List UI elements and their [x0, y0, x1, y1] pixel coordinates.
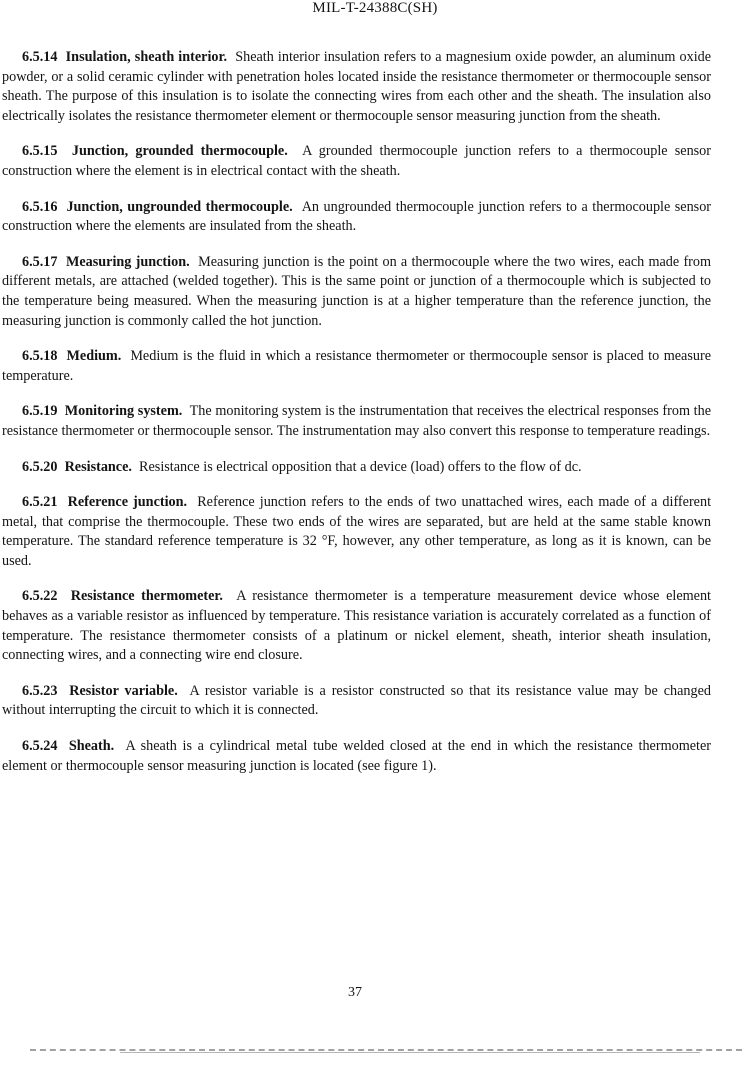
paragraph-6-5-17: [2, 253, 711, 331]
paragraph-6-5-21: [2, 493, 711, 571]
paragraph-number: 6.5.14: [22, 49, 58, 65]
paragraph-number: 6.5.18: [22, 348, 58, 365]
paragraph-6-5-22: [2, 587, 711, 665]
paragraph-term: Resistance thermometer.: [70, 588, 223, 605]
paragraph-term: Medium.: [66, 348, 122, 365]
paragraph-number: 6.5.21: [22, 494, 58, 511]
paragraph-text: A sheath is a cylindrical metal tube welded closed at the end in which the resistance thermometer element or thermocouple sensor measuring junction is located (see figure 1).: [2, 738, 712, 774]
paragraph-6-5-18: [2, 347, 711, 386]
paragraph-number: 6.5.23: [22, 682, 58, 699]
paragraph-number: 6.5.24: [22, 738, 58, 755]
scan-artifact-rule-secondary: [120, 1052, 700, 1053]
paragraph-text: Resistance is electrical opposition that a device (load) offers to the flow of dc.: [139, 458, 582, 475]
paragraph-text: A grounded thermocouple junction refers to a thermocouple sensor construction where the element is in electrical contact with the sheath.: [2, 143, 712, 179]
paragraph-term: Reference junction.: [67, 494, 188, 511]
document-body: [2, 48, 711, 792]
paragraph-text: Reference junction refers to the ends of two unattached wires, each made of a different metal, that comprise the thermocouple. These two ends of the wires are separated, but are held at the same stable known temperature. The standard reference temperature is 32 °F, however, any other temperature, as long as it is known, can be used.: [2, 494, 712, 569]
paragraph-number: 6.5.19: [22, 403, 58, 420]
paragraph-6-5-19: [2, 402, 711, 441]
paragraph-number: 6.5.15: [22, 143, 58, 160]
paragraph-text: Sheath interior insulation refers to a magnesium oxide powder, an aluminum oxide powder, or a solid ceramic cylinder with penetration holes located inside the resistance thermometer or thermocouple sensor sheath. The purpose of this insulation is to isolate the connecting wires from each other and the sheath. The insulation also electrically isolates the resistance thermometer element or thermocouple sensor measuring junction from the sheath.: [2, 49, 712, 124]
paragraph-term: Junction, grounded thermocouple.: [71, 143, 288, 160]
paragraph-number: 6.5.17: [22, 253, 58, 270]
paragraph-6-5-16: [2, 198, 711, 237]
paragraph-text: A resistance thermometer is a temperature measurement device whose element behaves as a variable resistor as influenced by temperature. This resistance variation is accurately correlated as a function of temperature. The resistance thermometer consists of a platinum or nickel element, sheath, interior sheath insulation, connecting wires, and a connecting wire end closure.: [2, 588, 711, 664]
paragraph-term: Sheath.: [68, 738, 115, 755]
paragraph-term: Monitoring system.: [64, 403, 183, 420]
paragraph-6-5-20: [2, 458, 711, 478]
paragraph-term: Insulation, sheath interior.: [65, 49, 228, 65]
paragraph-6-5-14: [2, 48, 711, 126]
paragraph-6-5-24: [2, 737, 711, 776]
paragraph-text: Measuring junction is the point on a thermocouple where the two wires, each made from different metals, are attached (welded together). This is the same point or junction of a thermocouple which is subjected to the temperature being measured. When the measuring junction is at a higher temperature than the reference junction, the measuring junction is commonly called the hot junction.: [2, 253, 712, 329]
paragraph-term: Junction, ungrounded thermocouple.: [66, 198, 293, 215]
paragraph-text: A resistor variable is a resistor constructed so that its resistance value may be changed without interrupting the circuit to which it is connected.: [2, 682, 711, 719]
paragraph-6-5-23: [2, 682, 711, 721]
paragraph-text: An ungrounded thermocouple junction refers to a thermocouple sensor construction where the elements are insulated from the sheath.: [2, 198, 712, 235]
paragraph-term: Resistor variable.: [69, 682, 178, 699]
paragraph-number: 6.5.22: [22, 588, 58, 605]
paragraph-text: Medium is the fluid in which a resistance thermometer or thermocouple sensor is placed to measure temperature.: [2, 348, 711, 384]
paragraph-number: 6.5.16: [22, 198, 58, 215]
document-header: [0, 0, 750, 17]
paragraph-text: The monitoring system is the instrumentation that receives the electrical responses from the resistance thermometer or thermocouple sensor. The instrumentation may also convert this response to temperature readings.: [2, 403, 712, 439]
page-number: 37: [348, 985, 362, 1000]
document-id: MIL-T-24388C(SH): [312, 0, 438, 16]
paragraph-number: 6.5.20: [22, 458, 58, 475]
paragraph-term: Resistance.: [64, 458, 132, 475]
paragraph-6-5-15: [2, 142, 711, 181]
scan-artifact-rule: [30, 1049, 742, 1051]
paragraph-term: Measuring junction.: [65, 253, 190, 270]
